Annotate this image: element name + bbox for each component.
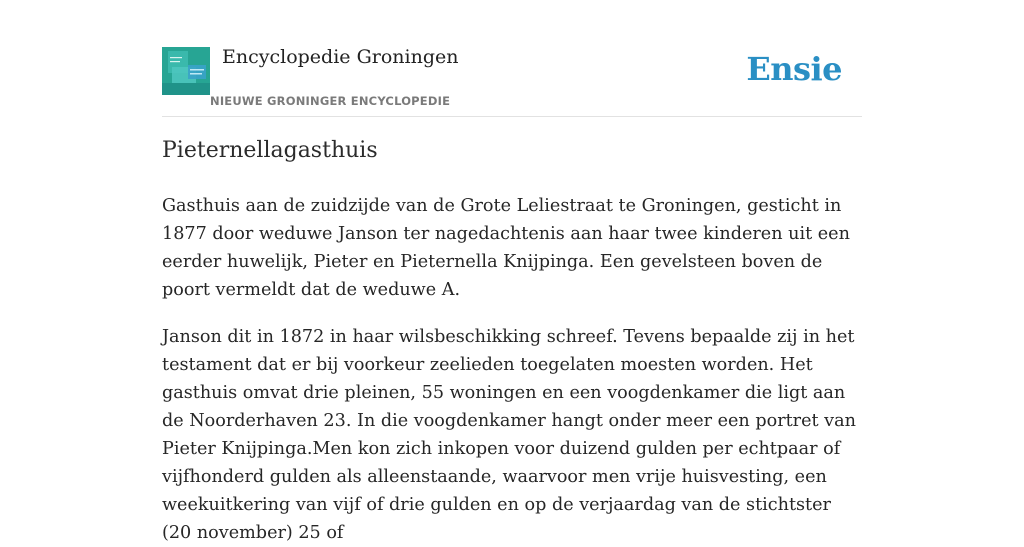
page-title: Pieternellagasthuis [162,138,378,163]
article-paragraph: Janson dit in 1872 in haar wilsbeschikking schreef. Tevens bepaalde zij in het testament dat er bij voorkeur zeelieden toegelaten moesten worden. Het gasthuis omvat drie pleinen, 55 woningen en een voogdenkamer die ligt aan de Noorderhaven 23. In die voogdenkamer hangt onder meer een portret van Pieter Knijpinga.Men kon zich inkopen voor duizend gulden per echtpaar of vijfhonderd gulden als alleenstaande, waarvoor men vrije huisvesting, een weekuitkering van vijf of drie gulden en op de verjaardag van de stichtster (20 november) 25 of [162,327,856,543]
article-paragraph: Gasthuis aan de zuidzijde van de Grote Leliestraat te Groningen, gesticht in 1877 door weduwe Janson ter nagedachtenis aan haar twee kinderen uit een eerder huwelijk, Pieter en Pieternella Knijpinga. Een gevelsteen boven de poort vermeldt dat de weduwe A. [162,196,850,300]
encyclopedia-book-icon[interactable] [162,47,210,95]
ensie-logo[interactable]: Ensie [746,50,842,88]
site-subtitle: NIEUWE GRONINGER ENCYCLOPEDIE [210,94,451,108]
site-header [162,0,862,117]
site-name[interactable]: Encyclopedie Groningen [222,46,459,68]
